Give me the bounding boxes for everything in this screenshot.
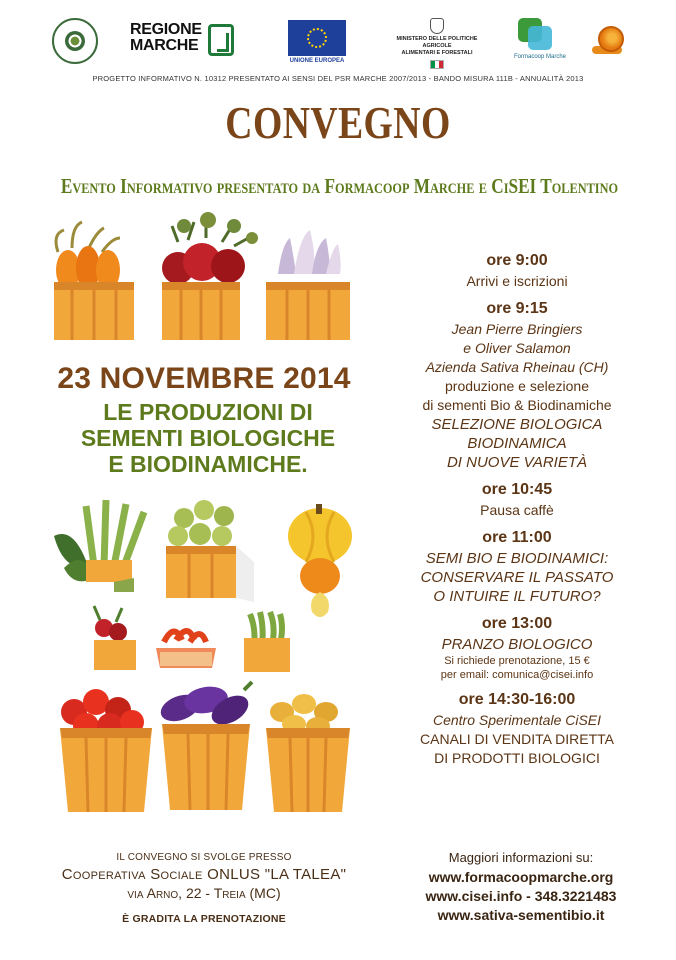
- slot-line: SELEZIONE BIOLOGICA: [431, 416, 603, 433]
- program-slot: [404, 613, 630, 682]
- slot-line: Arrivi e iscrizioni: [466, 273, 568, 289]
- venue-intro: IL CONVEGNO SI SVOLGE PRESSO: [116, 852, 292, 863]
- ministero-line1: MINISTERO DELLE POLITICHE AGRICOLE: [396, 36, 478, 49]
- tomatoes-basket-icon: [60, 689, 152, 812]
- venue-block: [36, 852, 372, 925]
- slot-time: ore 14:30-16:00: [458, 691, 576, 708]
- top-crates-illustration: [38, 212, 358, 342]
- eggplants-basket-icon: [157, 682, 253, 810]
- ministero-logo: [382, 18, 492, 64]
- slot-line: DI NUOVE VARIETÀ: [446, 454, 588, 471]
- formacoop-caption: Formacoop Marche: [514, 54, 567, 60]
- slot-line: per email: comunica@cisei.info: [440, 669, 594, 681]
- venue-name: Cooperativa Sociale ONLUS "LA TALEA": [61, 866, 347, 883]
- ministero-line2: ALIMENTARI E FORESTALI: [401, 50, 473, 56]
- program-slot: [404, 298, 630, 472]
- eu-caption: UNIONE EUROPEA: [289, 58, 345, 64]
- beets-crate-icon: [162, 212, 258, 340]
- eu-flag-icon: [288, 20, 346, 56]
- regione-line2: MARCHE: [130, 37, 199, 54]
- radish-crate-icon: [94, 606, 136, 670]
- regione-line1: REGIONE: [130, 21, 202, 38]
- vegetables-illustration: [44, 496, 364, 816]
- regione-mark-icon: [208, 24, 234, 56]
- slot-time: ore 10:45: [481, 481, 553, 498]
- info-link[interactable]: www.formacoopmarche.org: [428, 869, 614, 885]
- slot-line: CANALI DI VENDITA DIRETTA: [420, 731, 614, 747]
- program-slot: [404, 479, 630, 520]
- headline-line: E BIODINAMICHE.: [108, 451, 308, 477]
- program-schedule: [404, 250, 630, 775]
- info-heading: Maggiori informazioni su:: [448, 850, 594, 865]
- programma-sviluppo-rurale-logo: [52, 18, 98, 64]
- slot-line: DI PRODOTTI BIOLOGICI: [434, 750, 600, 766]
- slot-line: Jean Pierre Bringiers: [451, 321, 583, 337]
- slot-line: Azienda Sativa Rheinau (CH): [425, 359, 609, 375]
- slot-line: di sementi Bio & Biodinamiche: [422, 397, 612, 413]
- formacoop-logo: [514, 18, 567, 64]
- slot-line: Pausa caffè: [480, 502, 554, 518]
- slot-time: ore 9:15: [486, 300, 548, 317]
- venue-address: via Arno, 22 - Treia (MC): [127, 885, 281, 901]
- slot-line: PRANZO BIOLOGICO: [441, 636, 593, 653]
- slot-line: O INTUIRE IL FUTURO?: [433, 588, 601, 605]
- slot-time: ore 9:00: [486, 252, 548, 269]
- chili-peppers-box-icon: [156, 631, 216, 668]
- pumpkins-icon: [288, 504, 352, 617]
- slot-line: Centro Sperimentale CiSEI: [432, 712, 602, 728]
- regione-marche-logo: [130, 22, 240, 64]
- brussels-sprouts-crate-icon: [166, 500, 254, 602]
- info-block: [396, 850, 646, 925]
- greens-icon: [54, 500, 144, 592]
- slot-line: Si richiede prenotazione, 15 €: [444, 655, 590, 667]
- slot-time: ore 11:00: [482, 529, 552, 546]
- logo-bar: [0, 0, 676, 72]
- project-line: PROGETTO INFORMATIVO N. 10312 PRESENTATO AI SENSI DEL PSR MARCHE 2007/2013 - BANDO MISURA 111B - ANNUALITÀ 2013: [92, 74, 584, 83]
- info-link[interactable]: www.sativa-sementibio.it: [437, 907, 605, 923]
- info-link[interactable]: www.cisei.info - 348.3221483: [425, 888, 617, 904]
- carrots-crate-icon: [54, 222, 134, 340]
- headline-line: LE PRODUZIONI DI: [103, 399, 313, 425]
- event-date: 23 NOVEMBRE 2014: [57, 362, 351, 395]
- page-title: CONVEGNO: [225, 97, 451, 148]
- program-slot: [404, 689, 630, 768]
- slot-line: SEMI BIO E BIODINAMICI:: [425, 550, 609, 567]
- slot-time: ore 13:00: [481, 615, 553, 632]
- unione-europea-logo: [288, 20, 346, 64]
- headline: [38, 399, 378, 477]
- emblem-icon: [430, 18, 444, 34]
- headline-line: SEMENTI BIOLOGICHE: [80, 425, 336, 451]
- slot-line: BIODINAMICA: [467, 435, 567, 452]
- program-slot: [404, 250, 630, 291]
- cisei-snail-logo: [592, 26, 626, 56]
- green-beans-crate-icon: [244, 612, 290, 672]
- potatoes-basket-icon: [266, 694, 350, 812]
- reservation-note: È GRADITA LA PRENOTAZIONE: [122, 913, 286, 925]
- garlic-crate-icon: [266, 230, 350, 340]
- slot-line: CONSERVARE IL PASSATO: [420, 569, 614, 586]
- slot-line: e Oliver Salamon: [463, 340, 571, 356]
- program-slot: [404, 527, 630, 606]
- page-subtitle: Evento Informativo presentato da Formacoop Marche e CiSEI Tolentino: [60, 174, 619, 198]
- slot-line: produzione e selezione: [445, 378, 589, 394]
- italian-flag-icon: [430, 60, 444, 69]
